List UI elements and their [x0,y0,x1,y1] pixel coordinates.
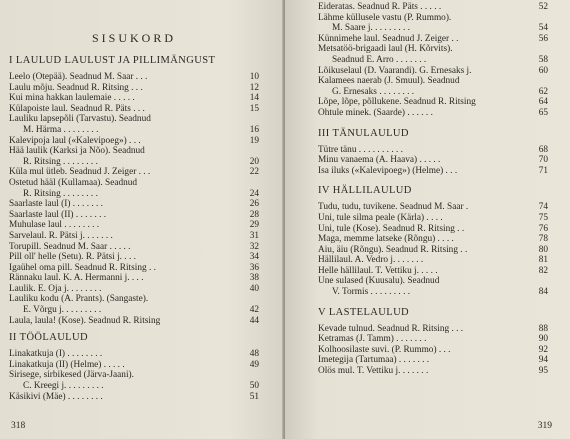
toc-entry-continuation: R. Ritsing . . . . . . . . [23,156,98,167]
toc-page-ref: 60 [538,65,548,76]
toc-page-ref: 28 [249,209,259,220]
right-toc-column [318,2,548,377]
toc-entry-text: Äiu, äiu (Rõngu). Seadnud R. Ritsing . . [318,244,468,255]
toc-entry-text: Igaühel oma pill. Seadnud R. Ritsing . . [9,262,156,273]
section-heading: II TÖÖLAULUD [9,332,88,344]
toc-title: SISUKORD [91,31,176,45]
toc-page-ref: 88 [538,323,548,334]
right-page-number: 319 [537,421,552,431]
toc-page-ref: 81 [538,255,548,266]
toc-page-ref: 58 [538,54,548,65]
toc-entry [9,146,259,167]
toc-entry [318,155,548,166]
toc-entry [318,224,548,235]
toc-page-ref: 44 [249,315,259,326]
toc-entry [9,93,259,104]
toc-entry-continuation: G. Ernesaks . . . . . . . . [332,86,415,97]
toc-entry [318,76,548,97]
toc-entry-text: Isa iluks («Kalevipoeg») (Helme) . . . [318,165,458,176]
toc-entry-text: Rännaku laul. K. A. Hermanni j. . . . [9,273,144,284]
toc-entry [318,324,548,335]
toc-page-ref: 64 [538,97,548,108]
toc-entry [318,366,548,377]
toc-page-ref: 19 [249,135,259,146]
toc-entry-text: Sirisege, sirbikesed (Järva-Jaani). [9,370,134,381]
toc-entry-text: Minu vanaema (A. Haava) . . . . . [318,155,441,166]
toc-page-ref: 38 [249,273,259,284]
toc-entry-text: Lõpe, lõpe, põllukene. Seadnud R. Ritsing [318,97,476,108]
toc-page-ref: 92 [538,344,548,355]
toc-entry-text: Kui mina hakkan laulemaie . . . . . [9,93,135,104]
toc-entry [9,114,259,135]
toc-entry-text: Künnimehe laul. Seadnud J. Zeiger . . [318,33,459,44]
toc-page-ref: 82 [538,265,548,276]
toc-page-ref: 70 [538,155,548,166]
toc-page-ref: 16 [249,124,259,135]
toc-page-ref: 20 [249,156,259,167]
section-heading: IV HÄLLILAULUD [318,185,412,197]
toc-entry [318,166,548,177]
toc-entry [9,294,259,315]
toc-page-ref: 14 [249,93,259,104]
toc-entry [318,355,548,366]
toc-entry [318,276,548,297]
toc-entry [318,334,548,345]
toc-entry [9,370,259,391]
toc-entry-text: Kevade tulnud. Seadnud R. Ritsing . . . [318,323,464,334]
toc-page-ref: 95 [538,366,548,377]
toc-page-ref: 29 [249,220,259,231]
toc-entry-text: Ostetud hääl (Kullamaa). Seadnud [9,177,138,188]
toc-entry [318,44,548,65]
left-sections [9,55,259,402]
toc-entry [318,145,548,156]
section-heading: III TÄNULAULUD [318,127,409,139]
toc-page-ref: 31 [249,230,259,241]
toc-entry-text: Pill oll' helle (Setu). R. Pätsi j. . . . [9,252,136,263]
toc-entry-continuation: M. Härma . . . . . . . . [23,124,99,135]
toc-entry-text: Hällilaul. A. Vedro j. . . . . . . [318,255,424,266]
toc-entry [318,97,548,108]
toc-page-ref: 80 [538,244,548,255]
toc-page-ref: 62 [538,86,548,97]
toc-entry-text: Kolhoosilaste suvi. (P. Rummo) . . . [318,344,451,355]
toc-entry [9,263,259,274]
toc-page-ref: 22 [249,167,259,178]
toc-entry-text: Käsikivi (Mäe) . . . . . . . . [9,391,103,402]
toc-entry-text: Lauliku kodu (A. Prants). (Sangaste). [9,294,149,305]
toc-entry [9,136,259,147]
toc-entry [9,72,259,83]
toc-page-ref: 34 [249,252,259,263]
toc-entry-text: Torupill. Seadnud M. Saar . . . . . [9,241,131,252]
toc-entry [9,199,259,210]
toc-entry-continuation: C. Kreegi j. . . . . . . . . [23,381,104,392]
toc-entry-text: Küla mul ütleb. Seadnud J. Zeiger . . . [9,167,151,178]
toc-page-ref: 10 [249,72,259,82]
toc-page-ref: 75 [538,212,548,223]
toc-entry-text: Olös mul. T. Vettiku j. . . . . . . [318,366,429,377]
toc-entry-text: Tudu, tudu, tuvikene. Seadnud M. Saar . [318,202,469,213]
toc-entry-text: Lähme küllusele vastu (P. Rummo). [318,12,452,23]
toc-entry [9,273,259,284]
toc-page-ref: 42 [249,305,259,316]
toc-page-ref: 56 [538,33,548,44]
toc-entry-text: Lõikuselaul (D. Vaarandi). G. Ernesaks j. [318,65,472,76]
toc-entry-text: Uni, tule silma peale (Kärla) . . . . [318,212,443,223]
toc-entry-text: Eideratas. Seadnud R. Päts . . . . . [318,2,442,12]
section-heading: V LASTELAULUD [318,306,410,318]
section-heading: I LAULUD LAULUST JA PILLIMÄNGUST [9,55,216,66]
toc-entry [9,349,259,360]
toc-entry-text: Laulu mõju. Seadnud R. Ritsing . . . [9,82,143,93]
toc-entry [9,104,259,115]
toc-entry [318,13,548,34]
toc-entry-text: Kalevipoja laul («Kalevipoeg») . . . [9,135,141,146]
toc-entry [318,266,548,277]
toc-entry [9,210,259,221]
toc-entry [318,245,548,256]
toc-entry-text: Helle hällilaul. T. Vettiku j. . . . . [318,265,438,276]
toc-entry [318,34,548,45]
toc-entry-continuation: Seadnud E. Arro . . . . . . . [332,54,427,65]
toc-entry-text: Sarvelaul. R. Pätsi j. . . . . . . [9,230,113,241]
toc-entry-text: Hää laulik (Karksi ja Nõo). Seadnud [9,146,145,157]
toc-entry-continuation: V. Tormis . . . . . . . . . [332,287,411,298]
toc-page-ref: 52 [538,2,548,12]
toc-entry-text: Lauliku lapsepõli (Tarvastu). Seadnud [9,114,151,125]
toc-entry [9,360,259,371]
toc-entry [9,284,259,295]
toc-page-ref: 90 [538,334,548,345]
toc-page-ref: 12 [249,82,259,93]
toc-entry [318,2,548,13]
toc-page-ref: 78 [538,234,548,245]
toc-page-ref: 71 [538,165,548,176]
toc-page-ref: 68 [538,144,548,155]
toc-page-ref: 74 [538,202,548,213]
toc-page-ref: 32 [249,241,259,252]
toc-page-ref: 15 [249,103,259,114]
toc-entry [318,234,548,245]
toc-page-ref: 26 [249,199,259,210]
toc-entry [318,255,548,266]
toc-entry-text: Linakatkuja (II) (Helme) . . . . . [9,359,125,370]
toc-entry-continuation: E. Võrgu j. . . . . . . . . [23,305,102,316]
toc-entry [9,231,259,242]
toc-entry-text: Uni, tule (Kose). Seadnud R. Ritsing . . [318,223,465,234]
toc-entry [9,220,259,231]
toc-entry [9,252,259,263]
toc-page-ref: 24 [249,188,259,199]
toc-entry [9,242,259,253]
toc-entry [318,202,548,213]
toc-entry-text: Külapoiste laul. Seadnud R. Päts . . . [9,103,145,114]
toc-entry-text: Saarlaste laul (II) . . . . . . . [9,209,107,220]
toc-entry-text: Laula, laula! (Kose). Seadnud R. Ritsing [9,315,161,326]
toc-entry-continuation: M. Saare j. . . . . . . . . [332,23,410,34]
toc-entry [9,167,259,178]
toc-entry [318,345,548,356]
toc-entry-text: Laulik. E. Oja j. . . . . . . . [9,283,102,294]
toc-page-ref: 40 [249,283,259,294]
toc-page-ref: 84 [538,287,548,298]
toc-page-ref: 51 [249,391,259,402]
toc-entry-text: Tütre tänu . . . . . . . . . . [318,144,403,155]
toc-entry [9,83,259,94]
toc-entry-text: Saarlaste laul (I) . . . . . . . [9,199,103,210]
toc-page-ref: 36 [249,262,259,273]
toc-entry-continuation: R. Ritsing . . . . . . . . [23,188,98,199]
toc-page-ref: 76 [538,223,548,234]
left-page-number: 318 [11,421,26,431]
right-sections [318,2,548,377]
toc-entry-text: Maga, memme latseke (Rõngu) . . . . [318,234,454,245]
left-toc-column [9,8,259,402]
toc-page-ref: 50 [249,381,259,392]
toc-entry-text: Kalamees naerab (J. Smuul). Seadnud [318,76,460,87]
toc-entry [9,178,259,199]
toc-page-ref: 94 [538,355,548,366]
toc-entry [318,213,548,224]
toc-entry-text: Muhulase laul . . . . . . . . [9,220,100,231]
toc-entry-text: Linakatkuja (I) . . . . . . . . [9,349,103,360]
toc-entry-text: Imetegija (Tartumaa) . . . . . . . [318,355,430,366]
toc-entry-text: Metsatöö-brigaadi laul (H. Kõrvits). [318,44,453,55]
toc-entry-text: Leelo (Otepää). Seadnud M. Saar . . . [9,72,148,82]
toc-entry-text: Ketramas (J. Tamm) . . . . . . . [318,334,427,345]
toc-page-ref: 65 [538,107,548,118]
toc-entry [318,66,548,77]
right-page [285,0,570,439]
toc-entry-text: Une sulased (Kuusalu). Seadnud [318,276,440,287]
toc-page-ref: 54 [538,23,548,34]
toc-entry [9,316,259,327]
toc-entry [9,392,259,403]
toc-page-ref: 48 [249,349,259,360]
toc-entry-text: Õhtule minek. (Saarde) . . . . . . [318,107,433,118]
toc-entry [318,108,548,119]
toc-page-ref: 49 [249,359,259,370]
